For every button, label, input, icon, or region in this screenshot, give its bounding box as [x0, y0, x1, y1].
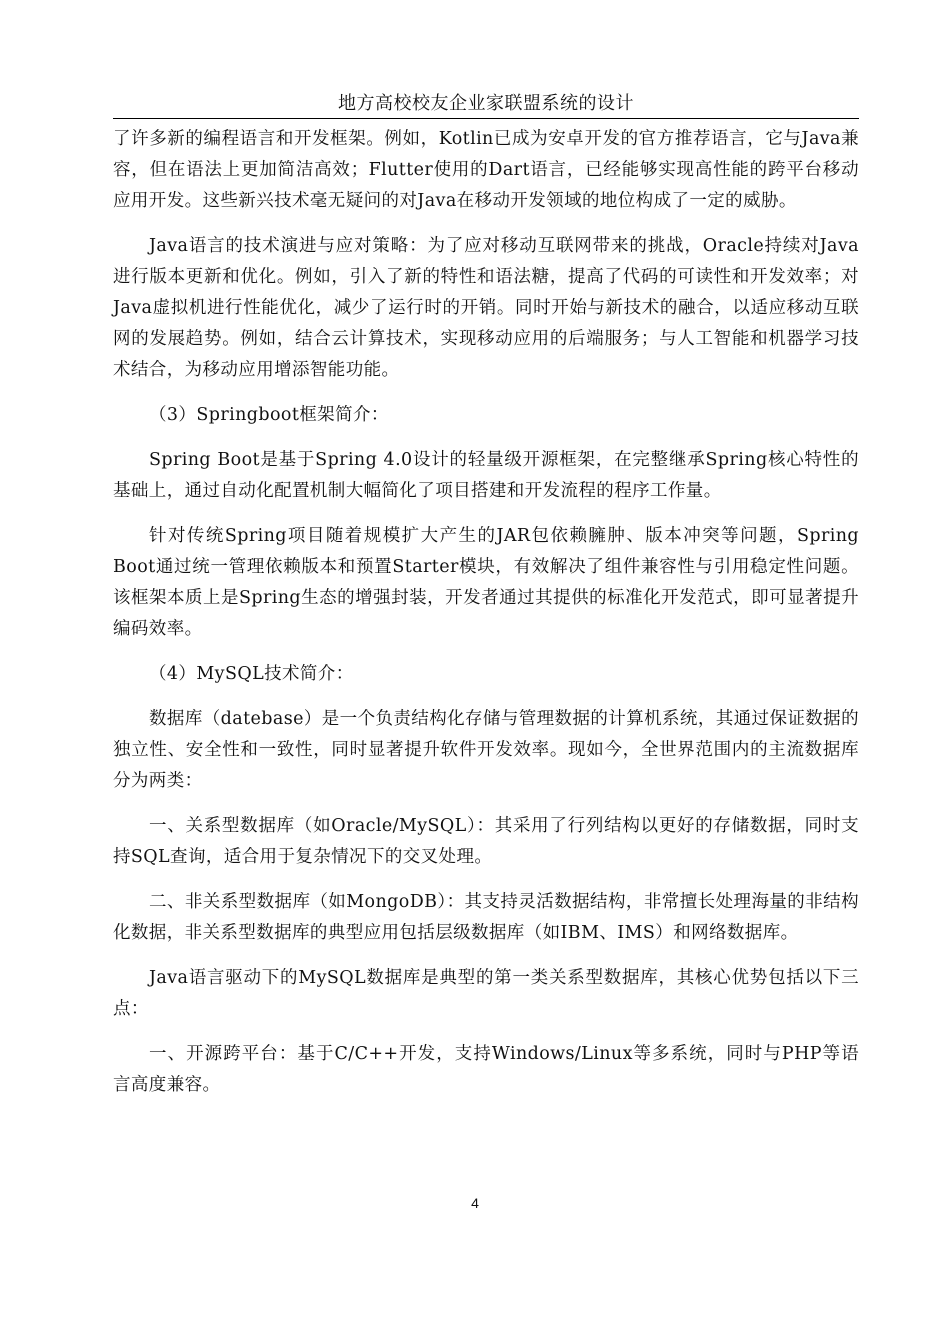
- header-rule: [113, 118, 859, 119]
- paragraph-java-evolution: Java语言的技术演进与应对策略：为了应对移动互联网带来的挑战，Oracle持续对Java进行版本更新和优化。例如，引入了新的特性和语法糖，提高了代码的可读性和开发效率；对Java虚拟机进行性能优化，减少了运行时的开销。同时开始与新技术的融合，以适应移动互联网的发展趋势。例如，结合云计算技术，实现移动应用的后端服务；与人工智能和机器学习技术结合，为移动应用增添智能功能。: [113, 236, 859, 380]
- section-heading-springboot: （3）Springboot框架简介：: [149, 405, 389, 425]
- page-body: [113, 124, 859, 1115]
- paragraph-database-intro: 数据库（datebase）是一个负责结构化存储与管理数据的计算机系统，其通过保证数据的独立性、安全性和一致性，同时显著提升软件开发效率。现如今，全世界范围内的主流数据库分为两类：: [113, 709, 859, 791]
- paragraph-springboot-benefits: 针对传统Spring项目随着规模扩大产生的JAR包依赖臃肿、版本冲突等问题，Spring Boot通过统一管理依赖版本和预置Starter模块，有效解决了组件兼容性与引用稳定性问题。该框架本质上是Spring生态的增强封装，开发者通过其提供的标准化开发范式，即可显著提升编码效率。: [113, 526, 859, 639]
- section-heading-mysql: （4）MySQL技术简介：: [149, 664, 354, 684]
- page-number: 4: [471, 1195, 479, 1211]
- paragraph-springboot-intro: Spring Boot是基于Spring 4.0设计的轻量级开源框架，在完整继承Spring核心特性的基础上，通过自动化配置机制大幅简化了项目搭建和开发流程的程序工作量。: [113, 450, 859, 501]
- paragraph-nonrelational-db: 二、非关系型数据库（如MongoDB）：其支持灵活数据结构，非常擅长处理海量的非结构化数据，非关系型数据库的典型应用包括层级数据库（如IBM、IMS）和网络数据库。: [113, 892, 859, 943]
- paragraph-kotlin-flutter: 了许多新的编程语言和开发框架。例如，Kotlin已成为安卓开发的官方推荐语言，它与Java兼容，但在语法上更加简洁高效；Flutter使用的Dart语言，已经能够实现高性能的跨平台移动应用开发。这些新兴技术毫无疑问的对Java在移动开发领域的地位构成了一定的威胁。: [113, 129, 859, 211]
- running-header: 地方高校校友企业家联盟系统的设计: [338, 93, 634, 114]
- paragraph-mysql-advantages: Java语言驱动下的MySQL数据库是典型的第一类关系型数据库，其核心优势包括以下三点：: [113, 968, 859, 1019]
- paragraph-open-source: 一、开源跨平台：基于C/C++开发，支持Windows/Linux等多系统，同时与PHP等语言高度兼容。: [113, 1044, 859, 1095]
- paragraph-relational-db: 一、关系型数据库（如Oracle/MySQL）：其采用了行列结构以更好的存储数据，同时支持SQL查询，适合用于复杂情况下的交叉处理。: [113, 816, 859, 867]
